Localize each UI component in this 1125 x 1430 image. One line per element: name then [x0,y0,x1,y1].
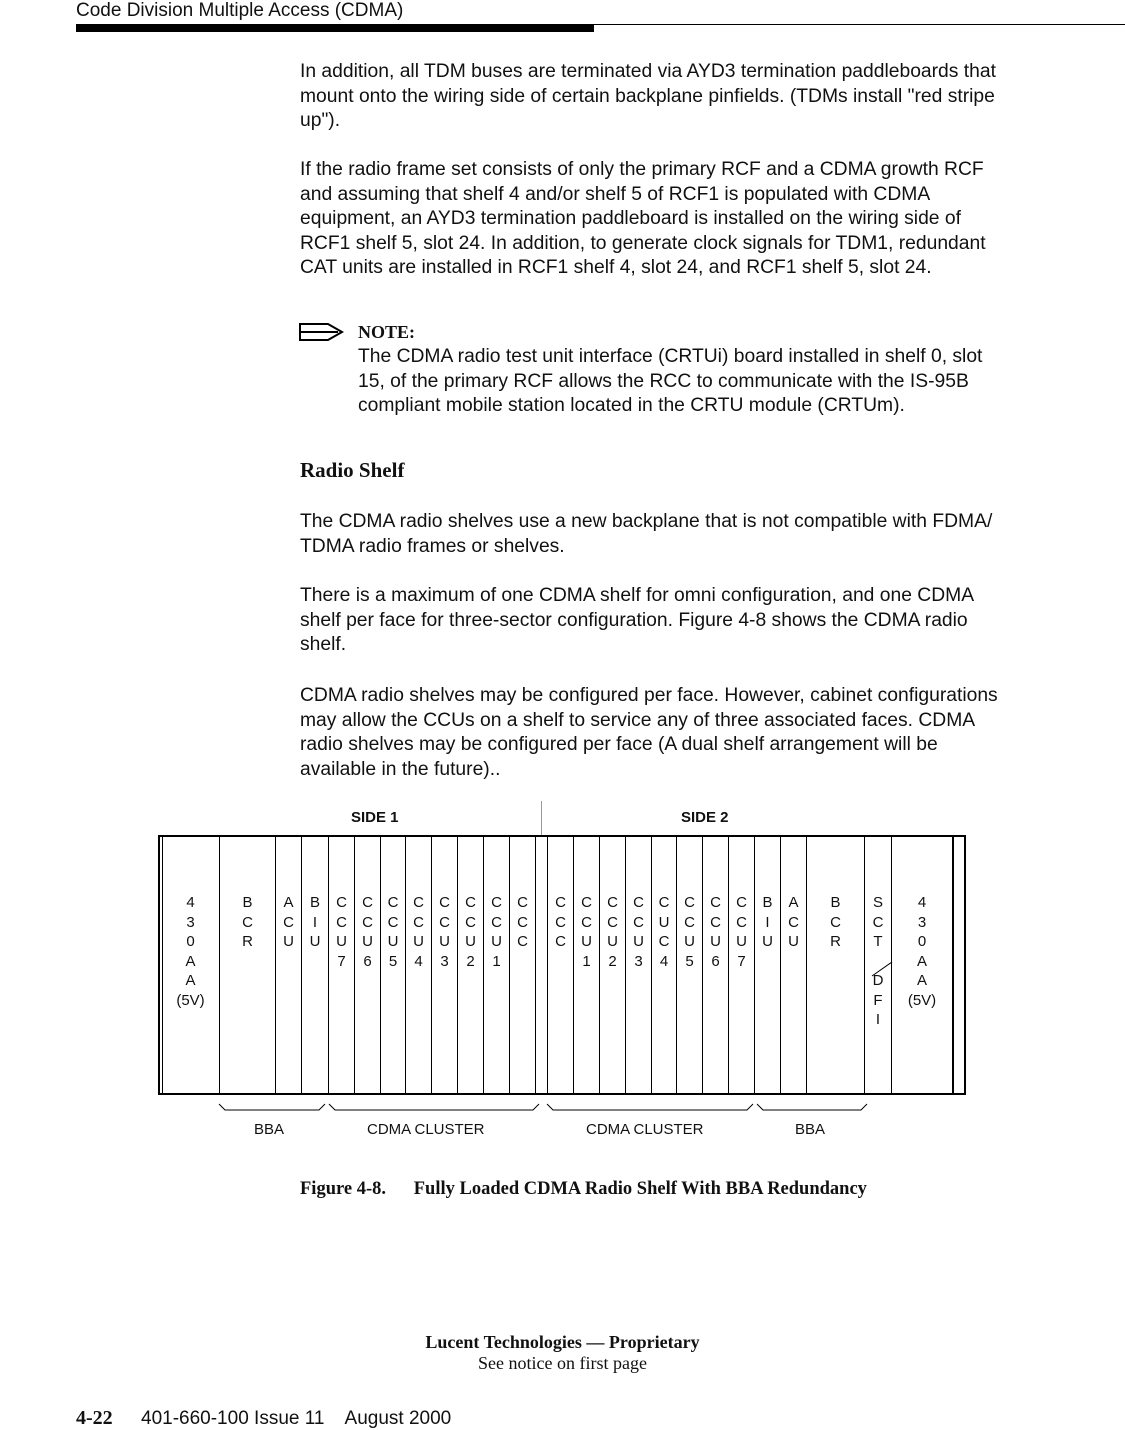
slot-ccu5-left [381,837,406,1093]
slot-label: C C U 7 [736,894,747,970]
slot-ccu1-left [484,837,510,1093]
paragraph-configuration: CDMA radio shelves may be configured per face. However, cabinet configurations may allow the CCUs on a shelf to service any of three associated faces. CDMA radio shelves may be configured per face (A dual shelf arrangement will be available in the future).. [300,685,998,780]
footer-company: Lucent Technologies — Proprietary [425,1332,700,1352]
slot-label: C C U 3 [633,894,644,970]
slot-ccu6-right [703,837,729,1093]
slot-label: S C T D F I [872,894,884,1028]
slot-label: C C U 3 [439,894,450,970]
slot-ccu2-left [458,837,484,1093]
slot-label: A C U [788,894,799,950]
group-label-cdma-cluster-left: CDMA CLUSTER [367,1121,485,1138]
slot-label: C C C [517,894,528,950]
slot-label: C C U 2 [607,894,618,970]
slot-ccc-right [548,837,574,1093]
slot-label: B C R [242,894,253,950]
slot-label: C C U 2 [465,894,476,970]
figure-caption [300,1178,867,1200]
note-body: The CDMA radio test unit interface (CRTUi) board installed in shelf 0, slot 15, of the primary RCF allows the RCC to communicate with the IS-95B compliant mobile station located in the CRTU module (CRTUm). [358,346,983,417]
slot-ccu7-left [329,837,355,1093]
side-divider [541,801,542,835]
slot-ccu7-right [729,837,755,1093]
note-arrow-icon [298,320,346,349]
paragraph-radio-frame-set: If the radio frame set consists of only the primary RCF and a CDMA growth RCF and assuming that shelf 4 and/or shelf 5 of RCF1 is populated with CDMA equipment, an AYD3 termination paddleboard is installed on the wiring side of RCF1 shelf 5, slot 24. In addition, to generate clock signals for TDM1, redundant CAT units are installed in RCF1 shelf 4, slot 24, and RCF1 shelf 5, slot 24. [300,159,986,279]
sct-dfi-slash [871,961,893,982]
figure-caption-title: Fully Loaded CDMA Radio Shelf With BBA Redundancy [413,1179,867,1199]
slot-ccu3-right [626,837,652,1093]
slot-ccu6-left [355,837,381,1093]
slot-label: C C U 1 [491,894,502,970]
slot-ccu4-left [406,837,432,1093]
slot-ccc-left [510,837,536,1093]
slot-label: C C U 6 [710,894,721,970]
slot-label: C U C 4 [658,894,670,970]
slot-label: 4 3 0 A A (5V) [176,894,205,1009]
slot-cuc4-right [652,837,677,1093]
group-label-bba-right: BBA [795,1121,826,1138]
running-header-title: Code Division Multiple Access (CDMA) [76,0,404,21]
slot-ccu1-right [574,837,600,1093]
slot-ccu5-right [677,837,703,1093]
slot-label: C C U 6 [362,894,373,970]
slot-acu-right [781,837,807,1093]
paragraph-backplane: The CDMA radio shelves use a new backplane that is not compatible with FDMA/ TDMA radio frames or shelves. [300,511,993,557]
slot-label: C C U 5 [684,894,695,970]
note-label: NOTE: [358,322,416,342]
group-label-cdma-cluster-right: CDMA CLUSTER [586,1121,704,1138]
slot-label: B I U [762,894,773,950]
slot-label: 4 3 0 A A (5V) [907,894,937,1009]
slot-bcr-right [807,837,865,1093]
shelf-figure [0,795,1125,1155]
slot-label: C C U 4 [413,894,424,970]
slot-biu-left [302,837,329,1093]
slot-label: B I U [309,894,321,950]
paragraph-max-shelves: There is a maximum of one CDMA shelf for omni configuration, and one CDMA shelf per face for three-sector configuration. Figure 4-8 shows the CDMA radio shelf. [300,585,975,656]
slot-label: B C R [830,894,841,950]
paragraph-tdm-termination: In addition, all TDM buses are terminated via AYD3 termination paddleboards that mount onto the wiring side of certain backplane pinfields. (TDMs install "red stripe up"). [300,61,996,132]
slot-ccu2-right [600,837,626,1093]
side-2-label: SIDE 2 [681,809,729,826]
side-1-label: SIDE 1 [351,809,399,826]
slot-label: C C U 5 [387,894,399,970]
footer-document-info: 401-660-100 Issue 11 August 2000 [141,1408,452,1429]
slot-biu-right [755,837,781,1093]
group-label-bba-left: BBA [254,1121,285,1138]
slot-label: A C U [283,894,294,950]
footer-notice: See notice on first page [478,1353,647,1373]
slot-bcr-left [220,837,276,1093]
slot-acu-left [276,837,302,1093]
footer-page-number: 4-22 [76,1407,113,1429]
shelf-inner-edge-right [953,837,954,1093]
slot-label: C C U 1 [581,894,592,970]
slot-430aa-right [892,837,953,1093]
slot-center-gap [536,837,548,1093]
figure-caption-number: Figure 4-8. [300,1179,386,1199]
slot-ccu3-left [432,837,458,1093]
header-rule-thick [76,25,594,32]
slot-label: C C U 7 [336,894,347,970]
section-heading: Radio Shelf [300,458,405,482]
slot-label: C C C [555,894,566,950]
slot-430aa-left [162,837,220,1093]
